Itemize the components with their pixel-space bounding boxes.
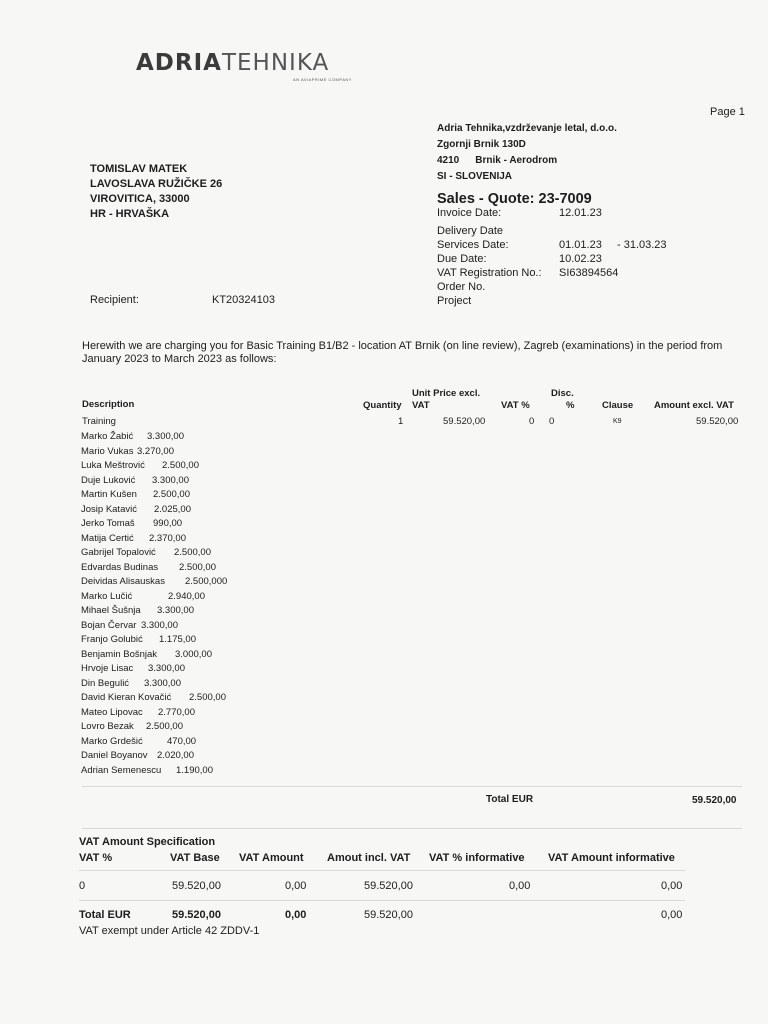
company-logo xyxy=(136,52,376,84)
logo-tagline: AN AVIAPRIME COMPANY xyxy=(293,77,352,82)
list-item: Marko Lučić 2.940,00 xyxy=(81,590,205,602)
sender-city: 4210 Brnik - Aerodrom xyxy=(437,155,558,166)
divider xyxy=(79,870,685,871)
vat-header-amount: VAT Amount xyxy=(239,852,304,864)
list-item: Mario Vukas 3.270,00 xyxy=(81,445,174,457)
vat-registration-row: VAT Registration No.: SI63894564 xyxy=(437,267,619,279)
header-description: Description xyxy=(82,399,135,410)
list-item: Martin Kušen 2.500,00 xyxy=(81,489,190,500)
header-unit-price: Unit Price excl. xyxy=(412,388,481,399)
row-description: Training xyxy=(82,416,116,427)
header-quantity: Quantity xyxy=(363,400,402,411)
total-label: Total EUR xyxy=(486,794,534,805)
services-date-row: Services Date: 01.01.23 - 31.03.23 xyxy=(437,239,667,251)
divider xyxy=(82,828,742,829)
header-disc: Disc. xyxy=(551,388,574,399)
list-item: Franjo Golubić 1.175,00 xyxy=(81,634,196,645)
list-item: David Kieran Kovačić 2.500,00 xyxy=(81,692,226,703)
delivery-date-row: Delivery Date xyxy=(437,225,504,237)
list-item: Adrian Semenescu 1.190,00 xyxy=(81,764,213,776)
invoice-date-row: Invoice Date: 12.01.23 xyxy=(437,207,602,219)
list-item: Matija Certić 2.370,00 xyxy=(81,532,186,544)
list-item: Gabrijel Topalović 2.500,00 xyxy=(81,547,211,558)
vat-total-amount: 0,00 xyxy=(285,909,307,921)
vat-row-amount-incl: 59.520,00 xyxy=(364,880,413,892)
vat-total-base: 59.520,00 xyxy=(172,909,221,921)
recipient-name: TOMISLAV MATEK xyxy=(90,163,188,175)
row-quantity: 1 xyxy=(398,416,404,427)
sender-name: Adria Tehnika,vzdrževanje letal, d.o.o. xyxy=(437,123,617,134)
list-item: Din Begulić 3.300,00 xyxy=(81,677,181,689)
row-vat-pct: 0 xyxy=(529,416,535,427)
list-item: Marko Grdešić 470,00 xyxy=(81,735,197,747)
header-vat-pct: VAT % xyxy=(501,400,530,411)
trainee-list xyxy=(81,431,228,779)
vat-total-amount-incl: 59.520,00 xyxy=(364,909,413,921)
vat-row-amount: 0,00 xyxy=(285,880,307,892)
vat-row-pct-informative: 0,00 xyxy=(509,880,531,892)
list-item: Daniel Boyanov 2.020,00 xyxy=(81,750,194,761)
vat-row-pct: 0 xyxy=(79,880,86,892)
vat-spec-title: VAT Amount Specification xyxy=(79,836,216,848)
page-number: Page 1 xyxy=(710,106,745,118)
list-item: Marko Žabić 3.300,00 xyxy=(81,431,184,442)
list-item: Deividas Alisauskas 2.500,000 xyxy=(81,576,228,587)
list-item: Jerko Tomaš 990,00 xyxy=(81,518,183,529)
recipient-id-line: Recipient: KT20324103 xyxy=(90,294,275,306)
list-item: Mihael Šušnja 3.300,00 xyxy=(81,605,194,616)
vat-exempt-note: VAT exempt under Article 42 ZDDV-1 xyxy=(79,925,260,937)
row-clause: K9 xyxy=(613,418,622,425)
sender-street: Zgornji Brnik 130D xyxy=(437,139,526,150)
list-item: Edvardas Budinas 2.500,00 xyxy=(81,561,216,573)
quote-title: Sales - Quote: 23-7009 xyxy=(437,191,592,207)
list-item: Bojan Červar 3.300,00 xyxy=(81,619,178,631)
quote-meta xyxy=(437,207,737,309)
list-item: Duje Luković 3.300,00 xyxy=(81,474,189,486)
sender-country: SI - SLOVENIJA xyxy=(437,171,513,182)
recipient-street: LAVOSLAVA RUŽIČKE 26 xyxy=(90,178,223,190)
vat-header-pct-informative: VAT % informative xyxy=(429,852,525,864)
header-unit-price-vat: VAT xyxy=(412,400,430,411)
divider xyxy=(79,900,685,901)
divider xyxy=(82,786,742,787)
list-item: Josip Katavić 2.025,00 xyxy=(81,503,191,515)
intro-text: Herewith we are charging you for Basic Training B1/B2 - location AT Brnik (on line review), Zagreb (examinations) in the period from January 2023 to March 2023 as follows: xyxy=(82,340,723,365)
header-clause: Clause xyxy=(602,400,634,411)
header-amount: Amount excl. VAT xyxy=(654,400,734,411)
row-unit-price: 59.520,00 xyxy=(443,416,486,427)
project-row: Project xyxy=(437,295,472,307)
list-item: Hrvoje Lisac 3.300,00 xyxy=(81,663,185,674)
order-no-row: Order No. xyxy=(437,281,486,293)
vat-total-amount-informative: 0,00 xyxy=(661,909,683,921)
row-disc: 0 xyxy=(549,416,555,427)
sender-address xyxy=(437,121,617,185)
list-item: Luka Meštrović 2.500,00 xyxy=(81,460,199,471)
recipient-city: VIROVITICA, 33000 xyxy=(90,193,190,205)
due-date-row: Due Date: 10.02.23 xyxy=(437,253,602,265)
list-item: Mateo Lipovac 2.770,00 xyxy=(81,706,195,718)
vat-header-amount-incl: Amout incl. VAT xyxy=(327,852,411,864)
recipient-address xyxy=(90,162,222,222)
list-item: Lovro Bezak 2.500,00 xyxy=(81,721,183,732)
row-amount: 59.520,00 xyxy=(696,416,739,427)
list-item: Benjamin Bošnjak 3.000,00 xyxy=(81,648,212,660)
header-disc-pct: % xyxy=(566,400,575,411)
vat-header-pct: VAT % xyxy=(79,852,113,864)
vat-total-label: Total EUR xyxy=(79,909,131,921)
vat-header-amount-informative: VAT Amount informative xyxy=(548,852,675,864)
vat-row-base: 59.520,00 xyxy=(172,880,221,892)
vat-header-base: VAT Base xyxy=(170,852,220,864)
logo-wordmark: ADRIATEHNIKA xyxy=(136,50,330,76)
vat-row-amount-informative: 0,00 xyxy=(661,880,683,892)
recipient-country: HR - HRVAŠKA xyxy=(90,208,170,220)
total-value: 59.520,00 xyxy=(692,795,737,806)
